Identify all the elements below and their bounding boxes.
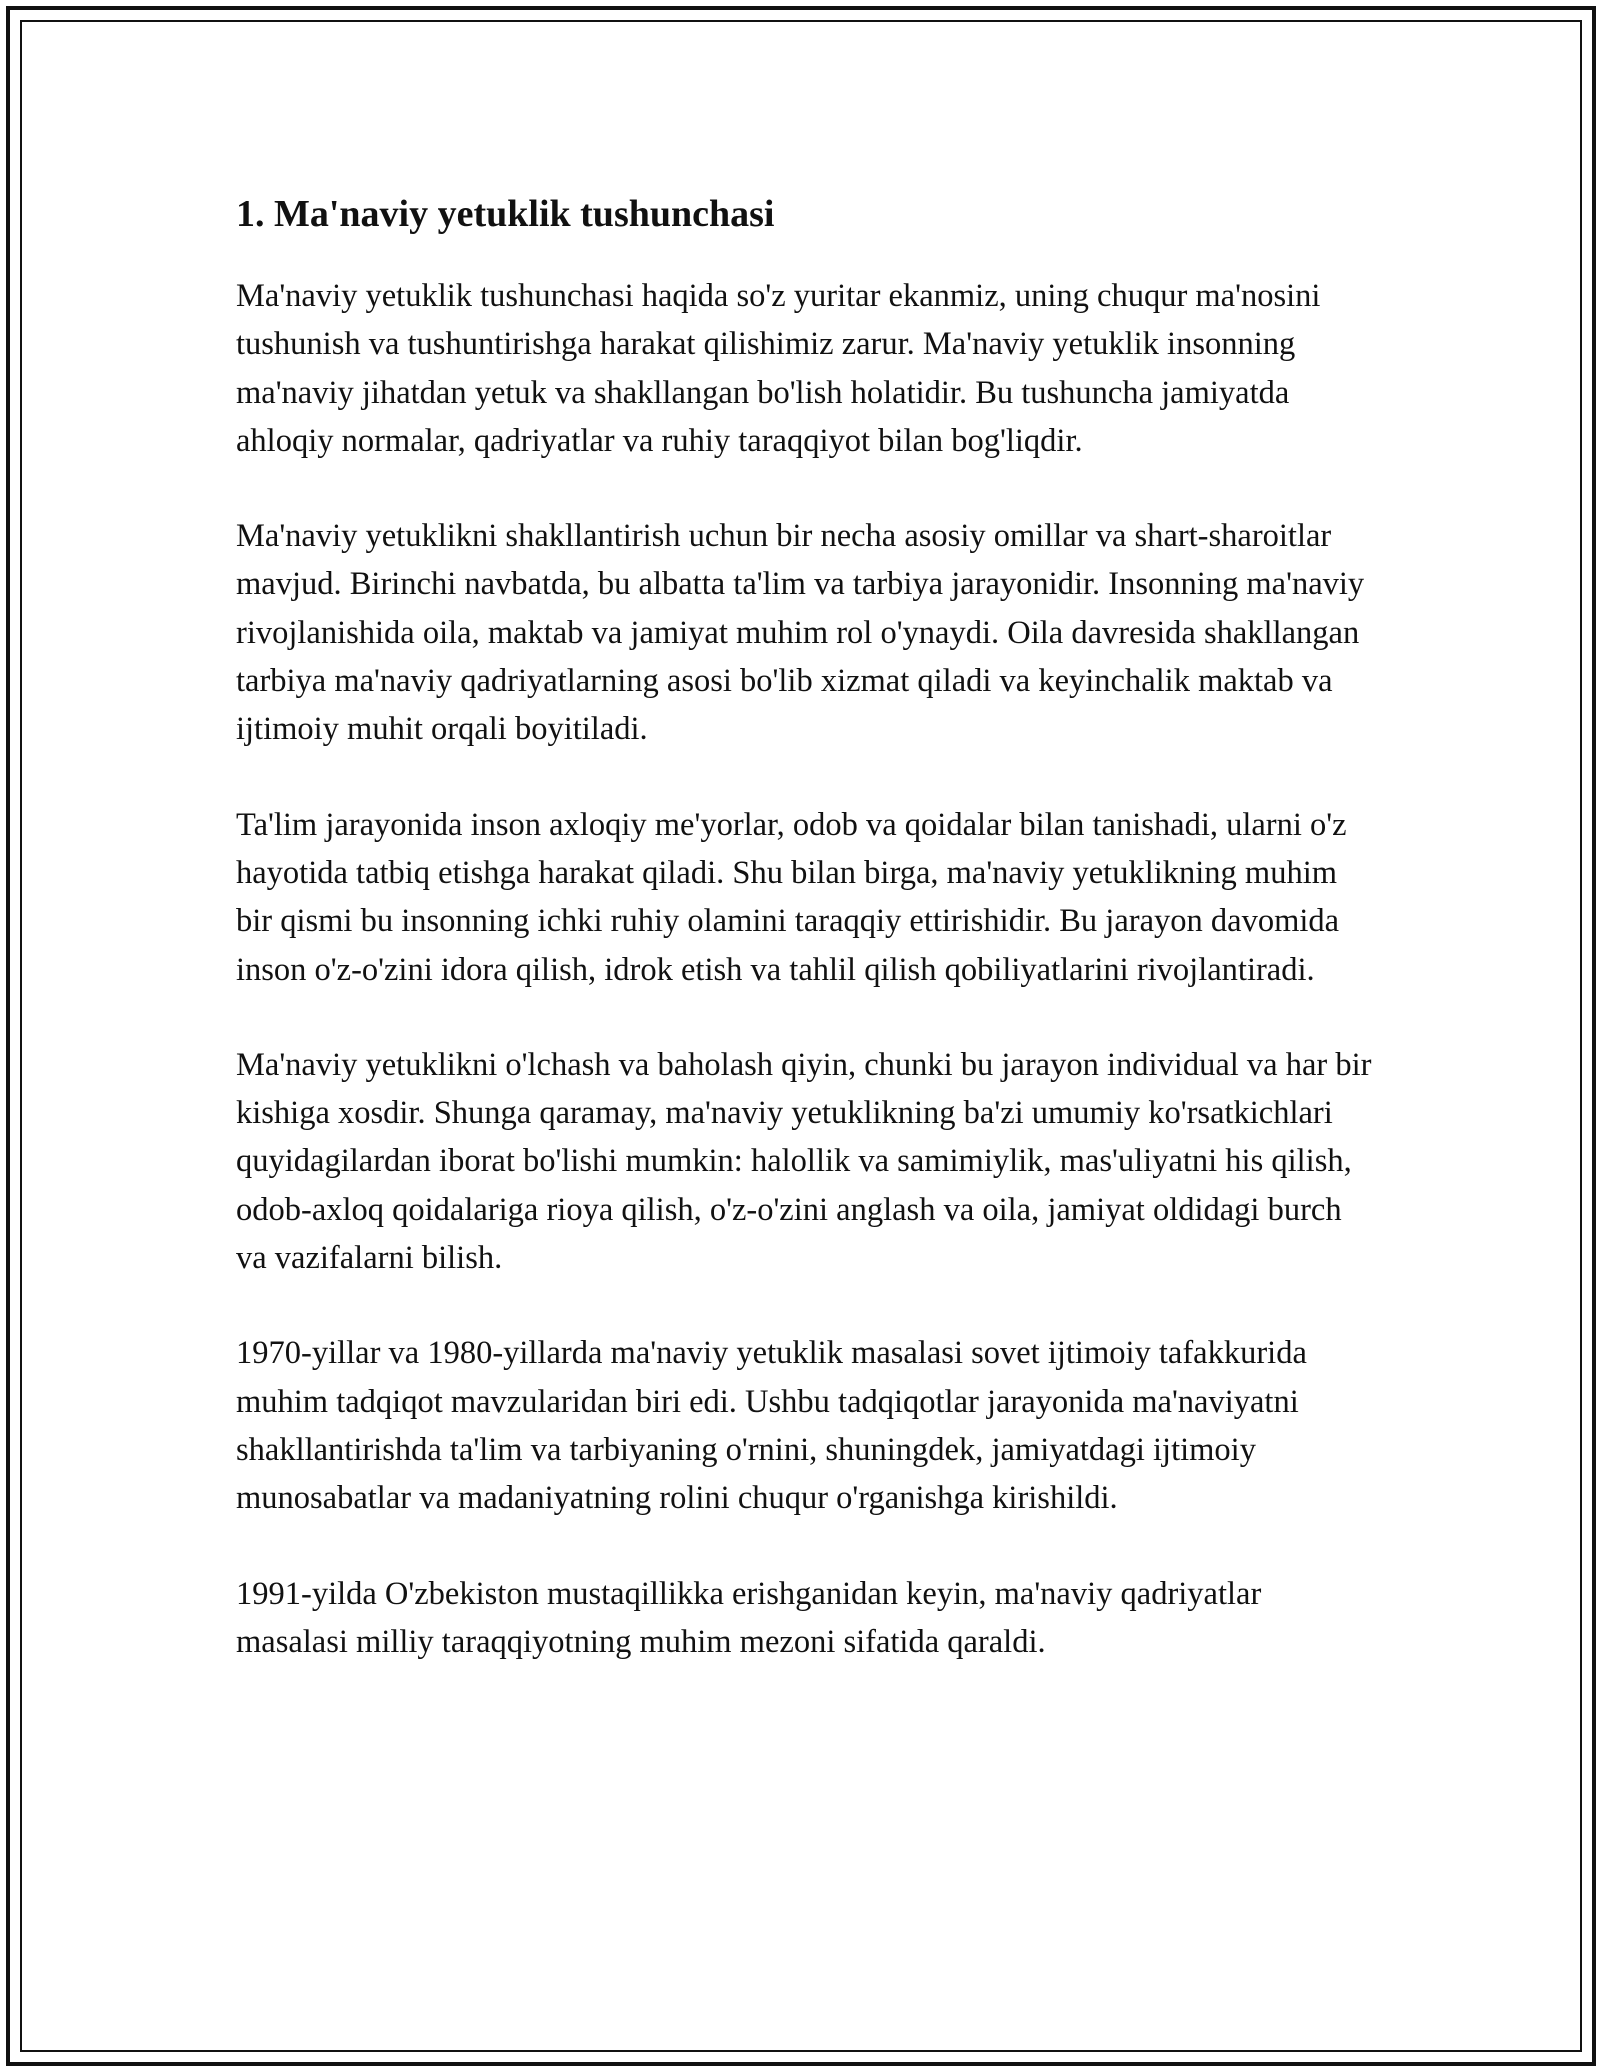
- section-heading: 1. Ma'naviy yetuklik tushunchasi: [236, 193, 775, 235]
- paragraph-5: 1970-yillar va 1980-yillarda ma'naviy yetuklik masalasi sovet ijtimoiy tafakkurida muhim tadqiqot mavzularidan biri edi. Ushbu tadqiqotlar jarayonida ma'naviyatni shakllantirishda ta'lim va tarbiyaning o'rnini, shuningdek, jamiyatdagi ijtimoiy munosabatlar va madaniyatning rolini chuqur o'rganishga kirishildi.: [236, 1335, 1307, 1517]
- document-body: [236, 186, 1376, 1713]
- paragraph-1: Ma'naviy yetuklik tushunchasi haqida so'z yuritar ekanmiz, uning chuqur ma'nosini tushunish va tushuntirishga harakat qilishimiz zarur. Ma'naviy yetuklik insonning ma'naviy jihatdan yetuk va shakllangan bo'lish holatidir. Bu tushuncha jamiyatda ahloqiy normalar, qadriyatlar va ruhiy taraqqiyot bilan bog'liqdir.: [236, 278, 1321, 459]
- paragraph-6: 1991-yilda O'zbekiston mustaqillikka erishganidan keyin, ma'naviy qadriyatlar masalasi milliy taraqqiyotning muhim mezoni sifatida qaraldi.: [236, 1575, 1262, 1660]
- paragraph-4: Ma'naviy yetuklikni o'lchash va baholash qiyin, chunki bu jarayon individual va har bir kishiga xosdir. Shunga qaramay, ma'naviy yetuklikning ba'zi umumiy ko'rsatkichlari quyidagilardan iborat bo'lishi mumkin: halollik va samimiylik, mas'uliyatni his qilish, odob-axloq qoidalariga rioya qilish, o'z-o'zini anglash va oila, jamiyat oldidagi burch va vazifalarni bilish.: [236, 1046, 1372, 1277]
- paragraph-3: Ta'lim jarayonida inson axloqiy me'yorlar, odob va qoidalar bilan tanishadi, ularni o'z hayotida tatbiq etishga harakat qiladi. Shu bilan birga, ma'naviy yetuklikning muhim bir qismi bu insonning ichki ruhiy olamini taraqqiy ettirishidir. Bu jarayon davomida inson o'z-o'zini idora qilish, idrok etish va tahlil qilish qobiliyatlarini rivojlantiradi.: [236, 806, 1347, 988]
- paragraph-2: Ma'naviy yetuklikni shakllantirish uchun bir necha asosiy omillar va shart-sharoitlar mavjud. Birinchi navbatda, bu albatta ta'lim va tarbiya jarayonidir. Insonning ma'naviy rivojlanishida oila, maktab va jamiyat muhim rol o'ynaydi. Oila davresida shakllangan tarbiya ma'naviy qadriyatlarning asosi bo'lib xizmat qiladi va keyinchalik maktab va ijtimoiy muhit orqali boyitiladi.: [236, 518, 1365, 748]
